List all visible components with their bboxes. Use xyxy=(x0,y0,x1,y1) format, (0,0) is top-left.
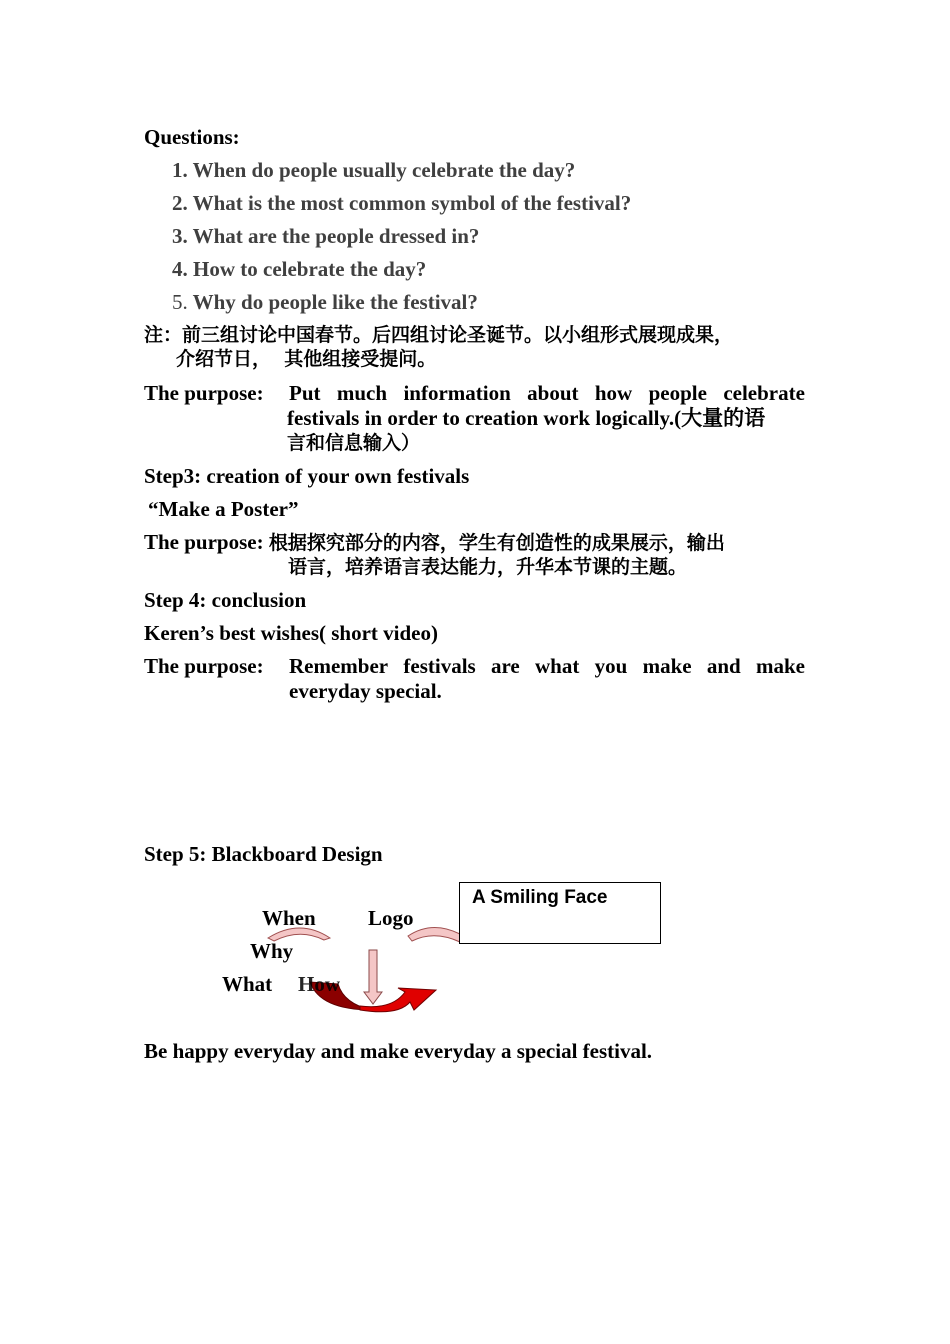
question-text: What is the most common symbol of the festival? xyxy=(192,191,632,215)
purpose-word: and xyxy=(706,654,741,678)
purpose-word: how xyxy=(594,381,633,405)
smiling-face-box xyxy=(459,882,661,944)
board-word-when: When xyxy=(262,906,316,930)
purpose-1-line-2: festivals in order to creation work logically.(大量的语 xyxy=(287,406,766,430)
curved-arrow-shape xyxy=(408,927,460,942)
purpose-word: Remember xyxy=(289,654,389,678)
closing-sentence: Be happy everyday and make everyday a special festival. xyxy=(144,1039,653,1063)
purpose-word: you xyxy=(594,654,628,678)
purpose-3-line-2: everyday special. xyxy=(289,679,442,703)
smiling-face-label: A Smiling Face xyxy=(472,887,608,908)
questions-heading: Questions: xyxy=(144,125,240,149)
purpose-3-label: The purpose: xyxy=(144,654,264,678)
question-text: What are the people dressed in? xyxy=(192,224,480,248)
purpose-word: are xyxy=(490,654,520,678)
question-number: 3. xyxy=(172,224,188,248)
purpose-1-line-3: 言和信息输入） xyxy=(287,432,421,454)
step5-heading: Step 5: Blackboard Design xyxy=(144,842,383,866)
question-text: When do people usually celebrate the day? xyxy=(192,158,576,182)
board-word-how: How xyxy=(298,972,340,996)
purpose-word: much xyxy=(336,381,388,405)
purpose-2-line-2: 语言，培养语言表达能力，升华本节课的主题。 xyxy=(288,556,688,578)
purpose-word: make xyxy=(755,654,805,678)
purpose-word: what xyxy=(535,654,580,678)
purpose-label: The purpose: xyxy=(144,530,264,554)
purpose-1-label: The purpose: xyxy=(144,381,264,405)
question-number: 4. xyxy=(172,257,188,281)
purpose-word: information xyxy=(403,381,511,405)
note-line-1: 注：前三组讨论中国春节。后四组讨论圣诞节。以小组形式展现成果， xyxy=(144,324,734,346)
purpose-word: people xyxy=(648,381,707,405)
step4-heading: Step 4: conclusion xyxy=(144,588,307,612)
purpose-word: about xyxy=(527,381,579,405)
poster-title: “Make a Poster” xyxy=(148,497,299,521)
board-word-what: What xyxy=(222,972,273,996)
keren-wishes: Keren’s best wishes( short video) xyxy=(144,621,438,645)
question-number: 5. xyxy=(172,290,188,314)
down-arrow-shape xyxy=(364,950,382,1004)
purpose-word: make xyxy=(642,654,692,678)
board-word-logo: Logo xyxy=(368,906,414,930)
purpose-word: festivals xyxy=(403,654,476,678)
board-word-why: Why xyxy=(250,939,294,963)
question-text: Why do people like the festival? xyxy=(192,290,478,314)
purpose-2-line-1: 根据探究部分的内容，学生有创造性的成果展示，输出 xyxy=(268,532,725,554)
question-number: 1. xyxy=(172,158,188,182)
purpose-word: celebrate xyxy=(723,381,805,405)
question-number: 2. xyxy=(172,191,188,215)
purpose-word: Put xyxy=(289,381,321,405)
step3-heading: Step3: creation of your own festivals xyxy=(144,464,470,488)
question-text: How to celebrate the day? xyxy=(193,257,427,281)
note-line-2: 介绍节日， 其他组接受提问。 xyxy=(176,348,437,370)
